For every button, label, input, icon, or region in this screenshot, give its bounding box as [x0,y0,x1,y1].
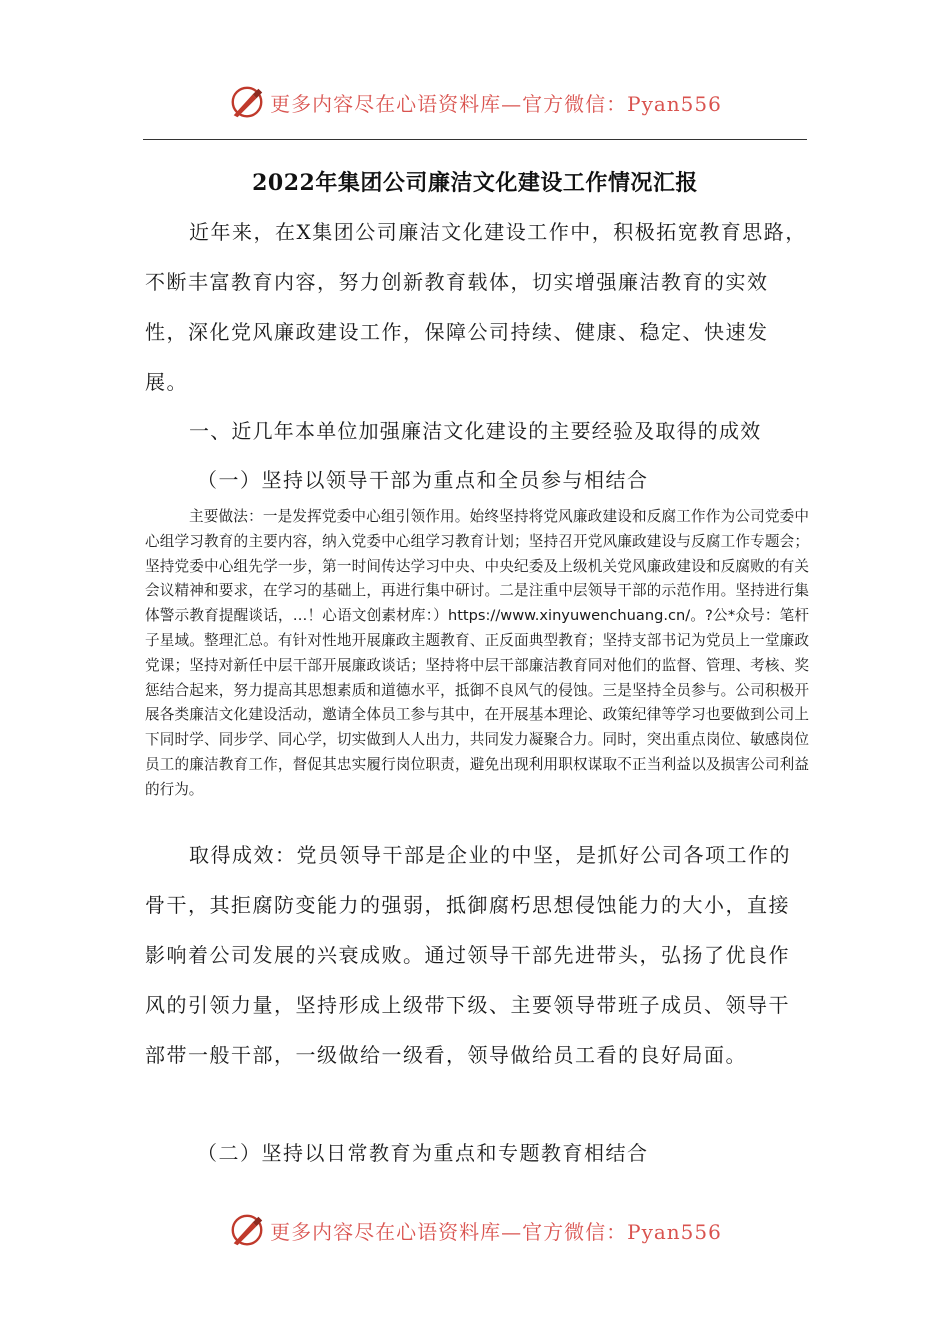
footer-banner [0,1208,950,1252]
document-title: 2022年集团公司廉洁文化建设工作情况汇报 [252,170,698,196]
practice-paragraph: 主要做法：一是发挥党委中心组引领作用。始终坚持将党风廉政建设和反腐工作作为公司党委中心组学习教育的主要内容，纳入党委中心组学习教育计划；坚持召开党风廉政建设与反腐工作专题会；坚持党委中心组先学一步，第一时间传达学习中央、中央纪委及上级机关党风廉政建设和反腐败的有关会议精神和要求，在学习的基础上，再进行集中研讨。二是注重中层领导干部的示范作用。坚持进行集体警示教育提醒谈话，…！心语文创素材库：）https://www.xinyuwenchuang.cn/。?公*众号：笔杆子星域。整理汇总。有针对性地开展廉政主题教育、正反面典型教育；坚持支部书记为党员上一堂廉政党课；坚持对新任中层干部开展廉政谈话；坚持将中层干部廉洁教育同对他们的监督、管理、考核、奖惩结合起来，努力提高其思想素质和道德水平，抵御不良风气的侵蚀。三是坚持全员参与。公司积极开展各类廉洁文化建设活动，邀请全体员工参与其中，在开展基本理论、政策纪律等学习也要做到公司上下同时学、同步学、同心学，切实做到人人出力，共同发力凝聚合力。同时，突出重点岗位、敏感岗位员工的廉洁教育工作，督促其忠实履行岗位职责，避免出现利用职权谋取不正当利益以及损害公司利益的行为。 [145,508,809,798]
subsection-heading-2: （二）坚持以日常教育为重点和专题教育相结合 [197,1141,649,1165]
section-heading-1: 一、近几年本单位加强廉洁文化建设的主要经验及取得的成效 [189,419,762,443]
intro-paragraph: 近年来，在X集团公司廉洁文化建设工作中，积极拓宽教育思路，不断丰富教育内容，努力创新教育载体，切实增强廉洁教育的实效性，深化党风廉政建设工作，保障公司持续、健康、稳定、快速发展。 [145,220,807,394]
subsection-heading-1: （一）坚持以领导干部为重点和全员参与相结合 [197,468,649,492]
header-banner [0,80,950,124]
footer-banner-text: 更多内容尽在心语资料库—官方微信：Pyan556 [270,1219,722,1244]
header-banner-text: 更多内容尽在心语资料库—官方微信：Pyan556 [270,91,722,116]
pen-logo-icon [228,83,266,121]
pen-logo-icon [228,1211,266,1249]
results-paragraph: 取得成效：党员领导干部是企业的中坚，是抓好公司各项工作的骨干，其拒腐防变能力的强弱，抵御腐朽思想侵蚀能力的大小，直接影响着公司发展的兴衰成败。通过领导干部先进带头，弘扬了优良作风的引领力量，坚持形成上级带下级、主要领导带班子成员、领导干部带一般干部，一级做给一级看，领导做给员工看的良好局面。 [145,843,791,1067]
header-divider [143,139,807,140]
